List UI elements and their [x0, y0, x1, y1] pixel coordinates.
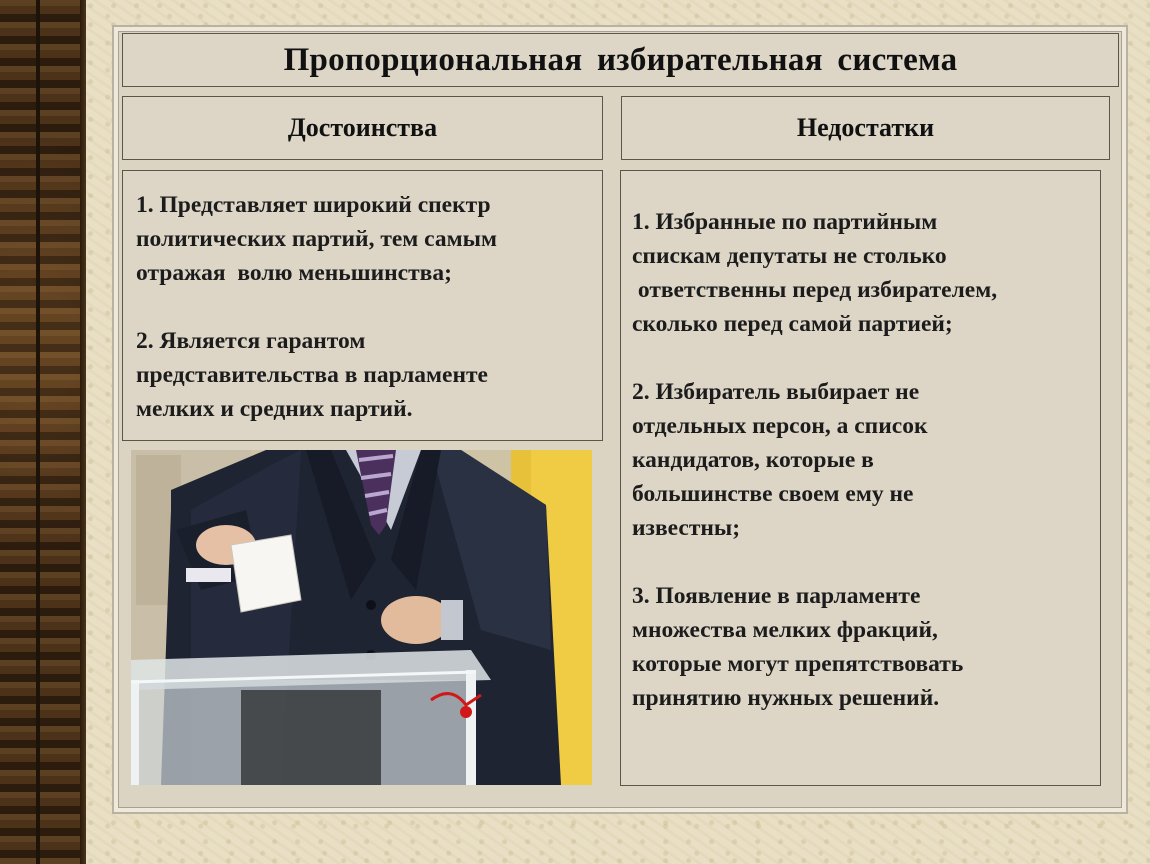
pros-heading: Достоинства — [287, 113, 438, 142]
ballot-photo — [131, 450, 592, 785]
list-item: 2. Является гарантом представительства в парламенте мелких и средних партий. — [136, 328, 488, 422]
pros-heading-box — [122, 96, 603, 160]
list-item: 1. Избранные по партийным спискам депутаты не столько ответственны перед избирателем, сколько перед самой партией; — [632, 209, 998, 337]
slide-title: Пропорциональная избирательная система — [283, 41, 958, 78]
cons-heading: Недостатки — [796, 113, 935, 142]
decorative-wood-strip — [0, 0, 86, 864]
title-box — [122, 33, 1119, 87]
cons-list — [620, 170, 1101, 786]
person-voting-icon — [131, 450, 592, 785]
list-item: 3. Появление в парламенте множества мелких фракций, которые могут препятствовать принятию нужных решений. — [632, 583, 964, 711]
cons-heading-box — [621, 96, 1110, 160]
pros-list — [122, 170, 603, 441]
list-item: 2. Избиратель выбирает не отдельных персон, а список кандидатов, которые в большинстве своем ему не известны; — [632, 379, 928, 541]
list-item: 1. Представляет широкий спектр политических партий, тем самым отражая волю меньшинства; — [136, 192, 498, 286]
